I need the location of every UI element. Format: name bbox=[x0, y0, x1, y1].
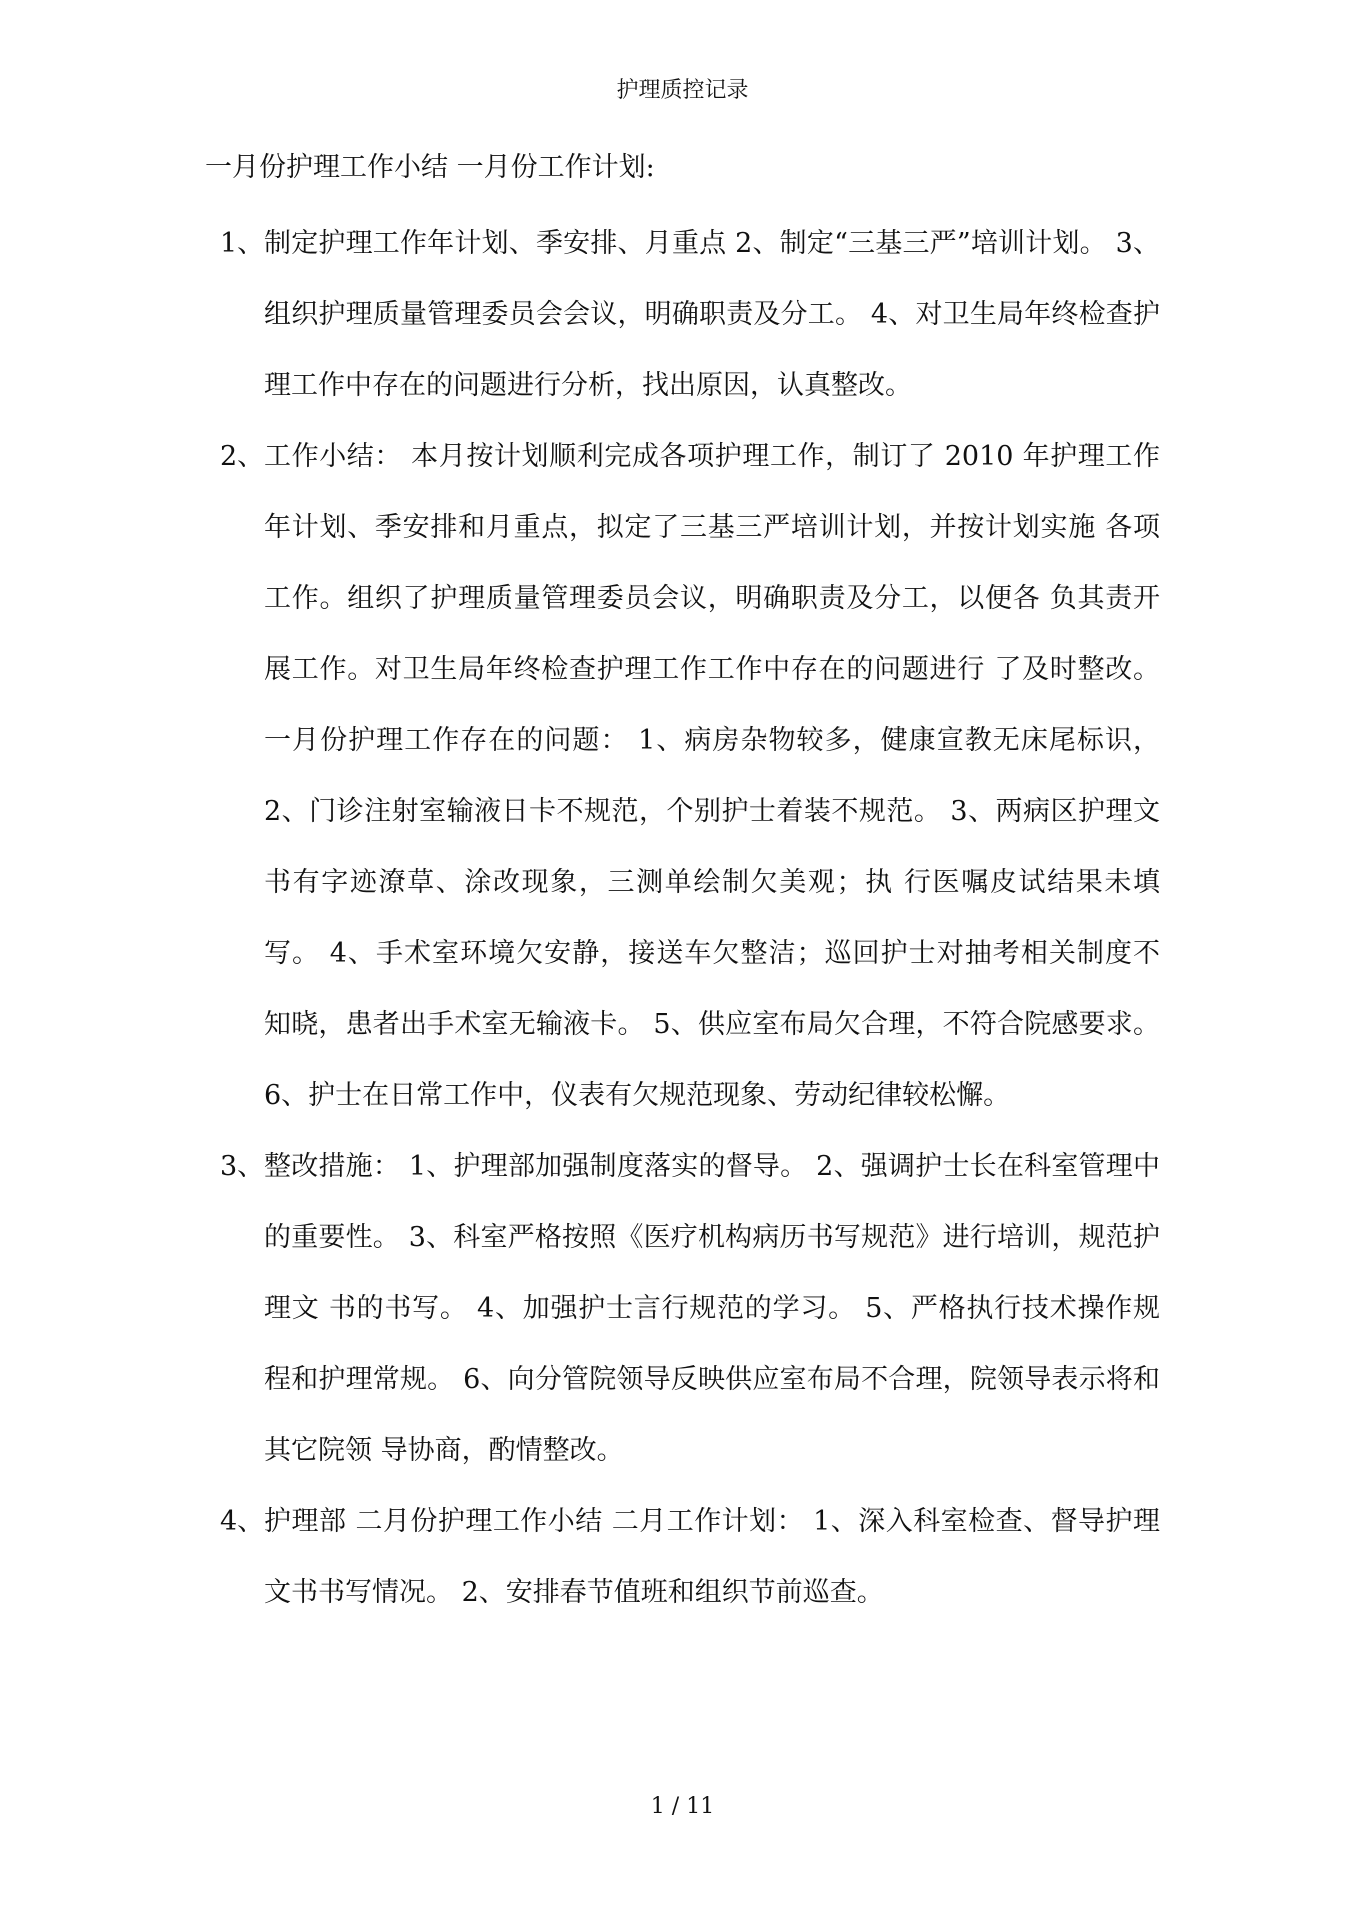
page-number: 1 / 11 bbox=[650, 1794, 715, 1819]
list-item bbox=[220, 208, 1160, 421]
list-item-text: 工作小结： 本月按计划顺利完成各项护理工作，制订了 2010 年护理工作 年计划、季安排和月重点，拟定了三基三严培训计划，并按计划实施 各项工作。组织了护理质量管理委员会议，明确职责及分工，以便各 负其责开展工作。对卫生局年终检查护理工作工作中存在的问题进行 了及时整改。 一月份护理工作存在的问题： 1、病房杂物较多，健康宣教无床尾标识， 2、门诊注射室输液日卡不规范，个别护士着装不规范。 3、两病区护理文书有字迹潦草、涂改现象，三测单绘制欠美观；执 行医嘱皮试结果未填写。 4、手术室环境欠安静，接送车欠整洁；巡回护士对抽考相关制度不 知晓，患者出手术室无输液卡。 5、供应室布局欠合理，不符合院感要求。 6、护士在日常工作中，仪表有欠规范现象、劳动纪律较松懈。 bbox=[264, 441, 1160, 1111]
list-item-text: 整改措施： 1、护理部加强制度落实的督导。 2、强调护士长在科室管理中的重要性。 3、科室严格按照《医疗机构病历书写规范》进行培训，规范护理文 书的书写。 4、加强护士言行规范的学习。 5、严格执行技术操作规程和护理常规。 6、向分管院领导反映供应室布局不合理，院领导表示将和其它院领 导协商，酌情整改。 bbox=[264, 1151, 1160, 1466]
list-item-text: 制定护理工作年计划、季安排、月重点 2、制定“三基三严”培训计划。 3、组织护理质量管理委员会会议，明确职责及分工。 4、对卫生局年终检查护理工作中存在的问题进行分析，找出原因，认真整改。 bbox=[264, 228, 1160, 401]
list-item-number: 4、 bbox=[220, 1506, 265, 1537]
list-item-number: 1、 bbox=[220, 228, 265, 259]
list-item-text: 护理部 二月份护理工作小结 二月工作计划： 1、深入科室检查、督导护理文书书写情况。 2、安排春节值班和组织节前巡查。 bbox=[264, 1506, 1160, 1608]
page-header-title: 护理质控记录 bbox=[616, 78, 749, 103]
list-item bbox=[220, 1131, 1160, 1486]
list-item bbox=[220, 421, 1160, 1131]
list-item bbox=[220, 1486, 1160, 1628]
list-item-number: 2、 bbox=[220, 441, 265, 472]
numbered-list bbox=[220, 208, 1160, 1628]
list-item-number: 3、 bbox=[220, 1151, 265, 1182]
intro-line: 一月份护理工作小结 一月份工作计划: bbox=[205, 152, 655, 183]
